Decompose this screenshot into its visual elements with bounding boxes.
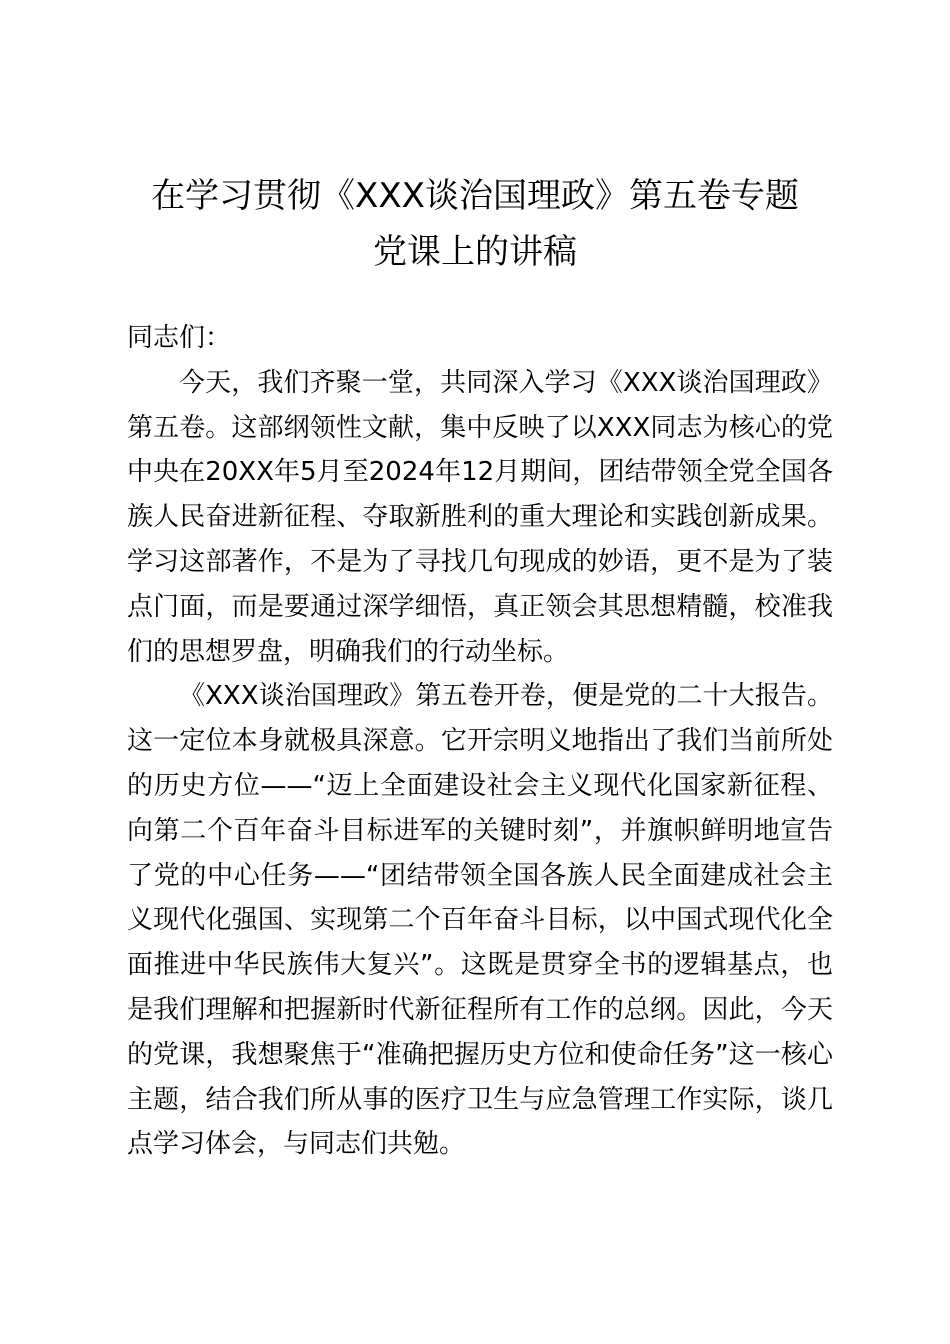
document-title bbox=[110, 168, 840, 280]
paragraph-1: 今天，我们齐聚一堂，共同深入学习《XXX谈治国理政》第五卷。这部纲领性文献，集中反映了以XXX同志为核心的党中央在20XX年5月至2024年12月期间，团结带领全党全国各族人民奋进新征程、夺取新胜利的重大理论和实践创新成果。学习这部著作，不是为了寻找几句现成的妙语，更不是为了装点门面，而是要通过深学细悟，真正领会其思想精髓，校准我们的思想罗盘，明确我们的行动坐标。 bbox=[127, 367, 833, 667]
paragraph-2: 《XXX谈治国理政》第五卷开卷，便是党的二十大报告。这一定位本身就极具深意。它开宗明义地指出了我们当前所处的历史方位——“迈上全面建设社会主义现代化国家新征程、向第二个百年奋斗目标进军的关键时刻”，并旗帜鲜明地宣告了党的中心任务——“团结带领全国各族人民全面建成社会主义现代化强国、实现第二个百年奋斗目标，以中国式现代化全面推进中华民族伟大复兴”。这既是贯穿全书的逻辑基点，也是我们理解和把握新时代新征程所有工作的总纲。因此，今天的党课，我想聚焦于“准确把握历史方位和使命任务”这一核心主题，结合我们所从事的医疗卫生与应急管理工作实际，谈几点学习体会，与同志们共勉。 bbox=[127, 681, 833, 1160]
greeting: 同志们： bbox=[127, 323, 232, 353]
document-body bbox=[127, 316, 833, 1167]
title-line-1: 在学习贯彻《XXX谈治国理政》第五卷专题 bbox=[151, 176, 799, 216]
title-line-2: 党课上的讲稿 bbox=[373, 232, 577, 272]
